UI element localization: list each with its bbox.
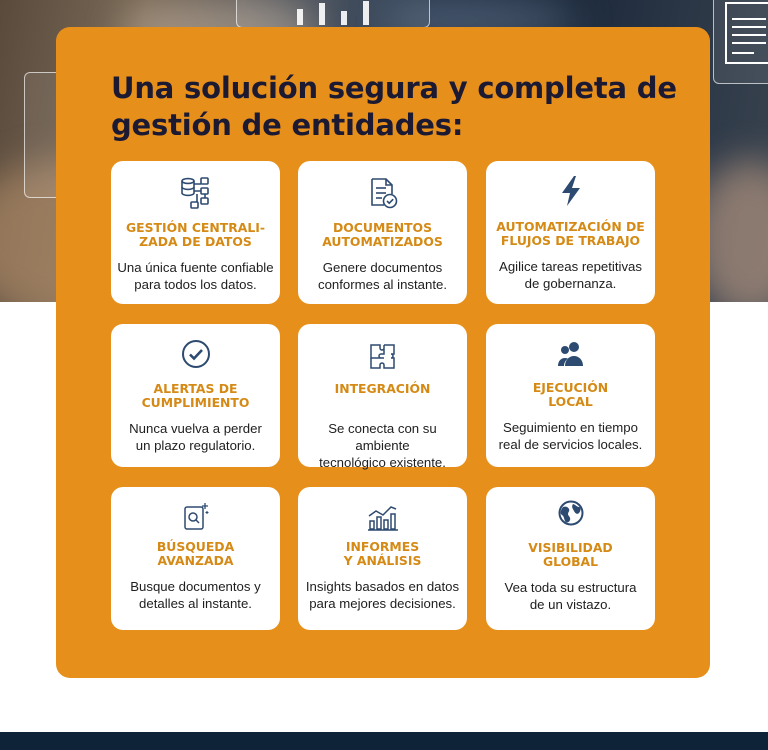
features-panel <box>56 27 710 678</box>
footer-band <box>0 732 768 750</box>
document-check-icon <box>298 177 467 209</box>
lightning-bolt-icon <box>486 175 655 207</box>
hud-chart-graphic <box>236 0 430 28</box>
database-network-icon <box>111 177 280 209</box>
feature-title: INFORMES Y ANÁLISIS <box>343 539 422 568</box>
feature-title: ALERTAS DE CUMPLIMIENTO <box>141 381 250 410</box>
feature-card-advanced-search <box>111 487 280 630</box>
document-search-icon <box>111 501 280 533</box>
feature-description: Genere documentos conformes al instante. <box>317 260 447 292</box>
check-circle-icon <box>111 338 280 370</box>
feature-card-integration <box>298 324 467 470</box>
feature-card-workflow-automation <box>486 161 655 304</box>
feature-description: Una única fuente confiable para todos los datos. <box>117 260 274 292</box>
feature-title: EJECUCIÓN LOCAL <box>532 380 609 409</box>
feature-card-centralized-data <box>111 161 280 304</box>
feature-description: Insights basados en datos para mejores decisiones. <box>305 579 460 611</box>
feature-description: Seguimiento en tiempo real de servicios locales. <box>498 420 643 452</box>
globe-icon <box>486 497 655 529</box>
panel-title: Una solución segura y completa de gestión de entidades: <box>111 71 677 142</box>
feature-card-reports-analytics <box>298 487 467 630</box>
feature-description: Agilice tareas repetitivas de gobernanza. <box>499 259 642 291</box>
feature-description: Busque documentos y detalles al instante. <box>130 579 261 611</box>
feature-title: AUTOMATIZACIÓN DE FLUJOS DE TRABAJO <box>496 219 645 248</box>
feature-title: GESTIÓN CENTRALI- ZADA DE DATOS <box>126 220 265 249</box>
feature-title: INTEGRACIÓN <box>334 381 431 396</box>
feature-description: Vea toda su estructura de un vistazo. <box>504 580 637 612</box>
users-icon <box>486 338 655 370</box>
puzzle-icon <box>298 340 467 372</box>
feature-title: VISIBILIDAD GLOBAL <box>528 540 613 569</box>
hud-document-graphic <box>713 0 768 84</box>
feature-card-automated-documents <box>298 161 467 304</box>
feature-card-compliance-alerts <box>111 324 280 467</box>
feature-description: Se conecta con su ambiente tecnológico existente. <box>319 421 446 470</box>
feature-title: BÚSQUEDA AVANZADA <box>156 539 235 568</box>
bar-chart-icon <box>298 501 467 533</box>
feature-title: DOCUMENTOS AUTOMATIZADOS <box>322 220 443 249</box>
feature-description: Nunca vuelva a perder un plazo regulatorio. <box>129 421 262 453</box>
feature-card-global-visibility <box>486 487 655 630</box>
feature-card-local-execution <box>486 324 655 467</box>
